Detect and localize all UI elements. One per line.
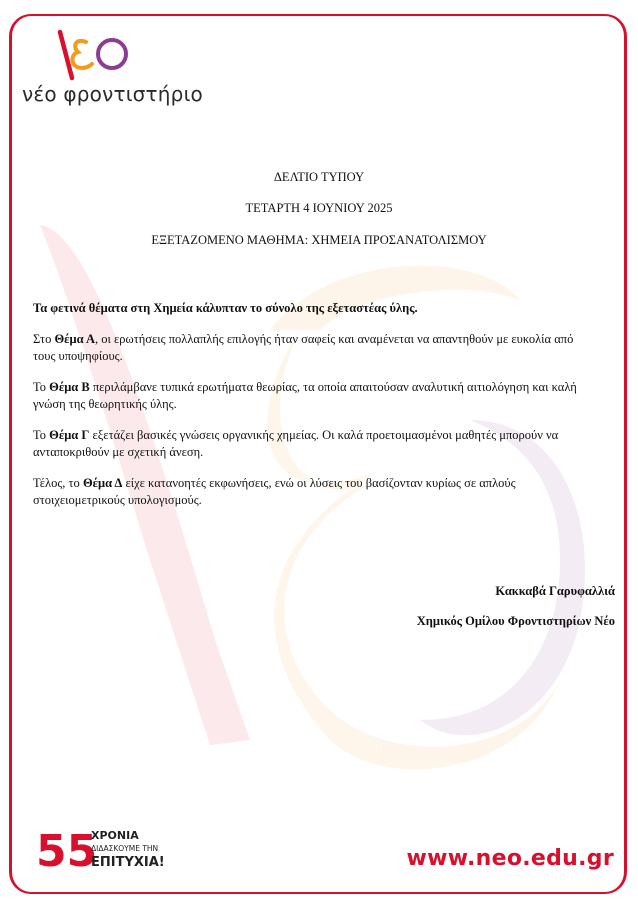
paragraph-text: Το: [33, 428, 50, 442]
brand-name: νέο φροντιστήριο: [22, 82, 203, 106]
release-date: ΤΕΤΑΡΤΗ 4 ΙΟΥΝΙΟΥ 2025: [245, 201, 393, 215]
neo-logo-mark-icon: [20, 28, 150, 86]
paragraph-text: Το: [33, 380, 50, 394]
badge-number: 55: [36, 826, 98, 870]
brand-logo: [20, 28, 203, 108]
paragraph-theme-b: [33, 379, 588, 413]
paragraph-text: εξετάζει βασικές γνώσεις οργανικής χημείας. Οι καλά προετοιμασμένοι μαθητές μπορούν να ανταποκριθούν με σχετική άνεση.: [33, 428, 559, 459]
theme-c-label: Θέμα Γ: [49, 428, 90, 442]
theme-d-label: Θέμα Δ: [82, 476, 123, 490]
anniversary-badge: [36, 826, 176, 870]
exam-subject: ΕΞΕΤΑΖΟΜΕΝΟ ΜΑΘΗΜΑ: ΧΗΜΕΙΑ ΠΡΟΣΑΝΑΤΟΛΙΣΜΟΥ: [151, 233, 487, 247]
theme-b-label: Θέμα Β: [49, 380, 90, 394]
badge-line-2: ΔΙΔΑΣΚΟΥΜΕ ΤΗΝ: [91, 844, 159, 853]
badge-line-1: ΧΡΟΝΙΑ: [91, 829, 139, 842]
author-role: Χημικός Ομίλου Φροντιστηρίων Νέο: [416, 614, 615, 628]
paragraph-text: περιλάμβανε τυπικά ερωτήματα θεωρίας, τα οποία απαιτούσαν αναλυτική αιτιολόγηση και καλή γνώση της θεωρητικής ύλης.: [33, 380, 577, 411]
paragraph-text: , οι ερωτήσεις πολλαπλής επιλογής ήταν σαφείς και αναμένεται να απαντηθούν με ευκολία από τους υποψηφίους.: [33, 332, 574, 363]
lead-paragraph: Τα φετινά θέματα στη Χημεία κάλυπταν το σύνολο της εξεταστέας ύλης.: [33, 301, 418, 315]
badge-line-3: ΕΠΙΤΥΧΙΑ!: [91, 855, 165, 870]
author-name: Κακκαβά Γαρυφαλλιά: [495, 584, 615, 598]
paragraph-theme-d: [33, 475, 588, 509]
paragraph-theme-a: [33, 331, 588, 365]
paragraph-text: Στο: [33, 332, 55, 346]
paragraph-text: Τέλος, το: [33, 476, 83, 490]
release-body: [33, 300, 588, 523]
paragraph-text: είχε κατανοητές εκφωνήσεις, ενώ οι λύσεις του βασίζονταν κυρίως σε απλούς στοιχειομετρικούς υπολογισμούς.: [33, 476, 516, 507]
press-release-title: ΔΕΛΤΙΟ ΤΥΠΟΥ: [273, 170, 365, 184]
website-url[interactable]: www.neo.edu.gr: [406, 846, 614, 871]
paragraph-theme-c: [33, 427, 588, 461]
theme-a-label: Θέμα Α: [54, 332, 96, 346]
